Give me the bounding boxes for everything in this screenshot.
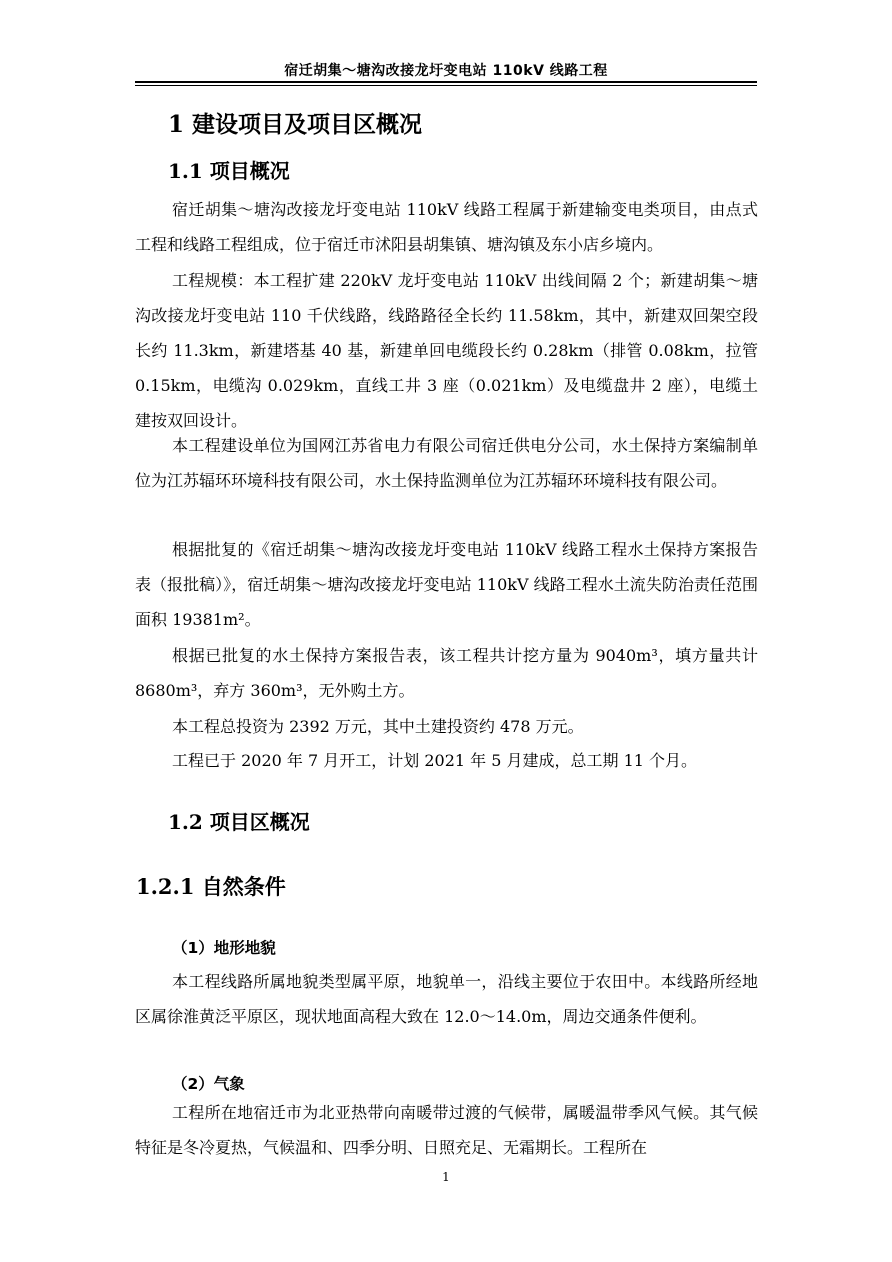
header-rule-thin bbox=[135, 85, 757, 86]
paragraph-earthwork: 根据已批复的水土保持方案报告表，该工程共计挖方量为 9040m³，填方量共计 8680m³，弃方 360m³，无外购土方。 bbox=[135, 646, 758, 700]
paragraph-climate: 工程所在地宿迁市为北亚热带向南暖带过渡的气候带，属暖温带季风气候。其气候特征是冬冷夏热，气候温和、四季分明、日照充足、无霜期长。工程所在 bbox=[135, 1103, 758, 1157]
page-number: 1 bbox=[442, 1170, 450, 1184]
section-heading-1: 1 建设项目及项目区概况 bbox=[168, 111, 423, 138]
section-heading-1-2: 1.2 项目区概况 bbox=[168, 810, 310, 834]
section-heading-1-2-1: 1.2.1 自然条件 bbox=[136, 874, 286, 899]
running-header: 宿迁胡集～塘沟改接龙圩变电站 110kV 线路工程 bbox=[284, 63, 608, 79]
paragraph-approval: 根据批复的《宿迁胡集～塘沟改接龙圩变电站 110kV 线路工程水土保持方案报告表（报批稿）》，宿迁胡集～塘沟改接龙圩变电站 110kV 线路工程水土流失防治责任范围面积 19381m²。 bbox=[135, 540, 758, 629]
section-heading-1-1: 1.1 项目概况 bbox=[168, 159, 290, 183]
paragraph-investment: 本工程总投资为 2392 万元，其中土建投资约 478 万元。 bbox=[172, 717, 584, 736]
paragraph-schedule: 工程已于 2020 年 7 月开工，计划 2021 年 5 月建成，总工期 11 个月。 bbox=[172, 751, 698, 770]
subheading-terrain: （1）地形地貌 bbox=[172, 939, 276, 957]
paragraph-terrain: 本工程线路所属地貌类型属平原，地貌单一，沿线主要位于农田中。本线路所经地区属徐淮黄泛平原区，现状地面高程大致在 12.0～14.0m，周边交通条件便利。 bbox=[135, 972, 758, 1026]
paragraph-project-scale: 工程规模：本工程扩建 220kV 龙圩变电站 110kV 出线间隔 2 个；新建胡集～塘沟改接龙圩变电站 110 千伏线路，线路路径全长约 11.58km，其中，新建双回架空段长约 11.3km，新建塔基 40 基，新建单回电缆段长约 0.28km（排管 0.08km，拉管 0.15km，电缆沟 0.029km，直线工井 3 座（0.021km）及电缆盘井 2 座），电缆土建按双回设计。 bbox=[135, 271, 758, 430]
paragraph-project-overview: 宿迁胡集～塘沟改接龙圩变电站 110kV 线路工程属于新建输变电类项目，由点式工程和线路工程组成，位于宿迁市沭阳县胡集镇、塘沟镇及东小店乡境内。 bbox=[135, 200, 758, 254]
header-rule bbox=[135, 81, 757, 83]
subheading-climate: （2）气象 bbox=[172, 1075, 245, 1093]
paragraph-project-units: 本工程建设单位为国网江苏省电力有限公司宿迁供电分公司，水土保持方案编制单位为江苏辐环环境科技有限公司，水土保持监测单位为江苏辐环环境科技有限公司。 bbox=[135, 436, 758, 490]
